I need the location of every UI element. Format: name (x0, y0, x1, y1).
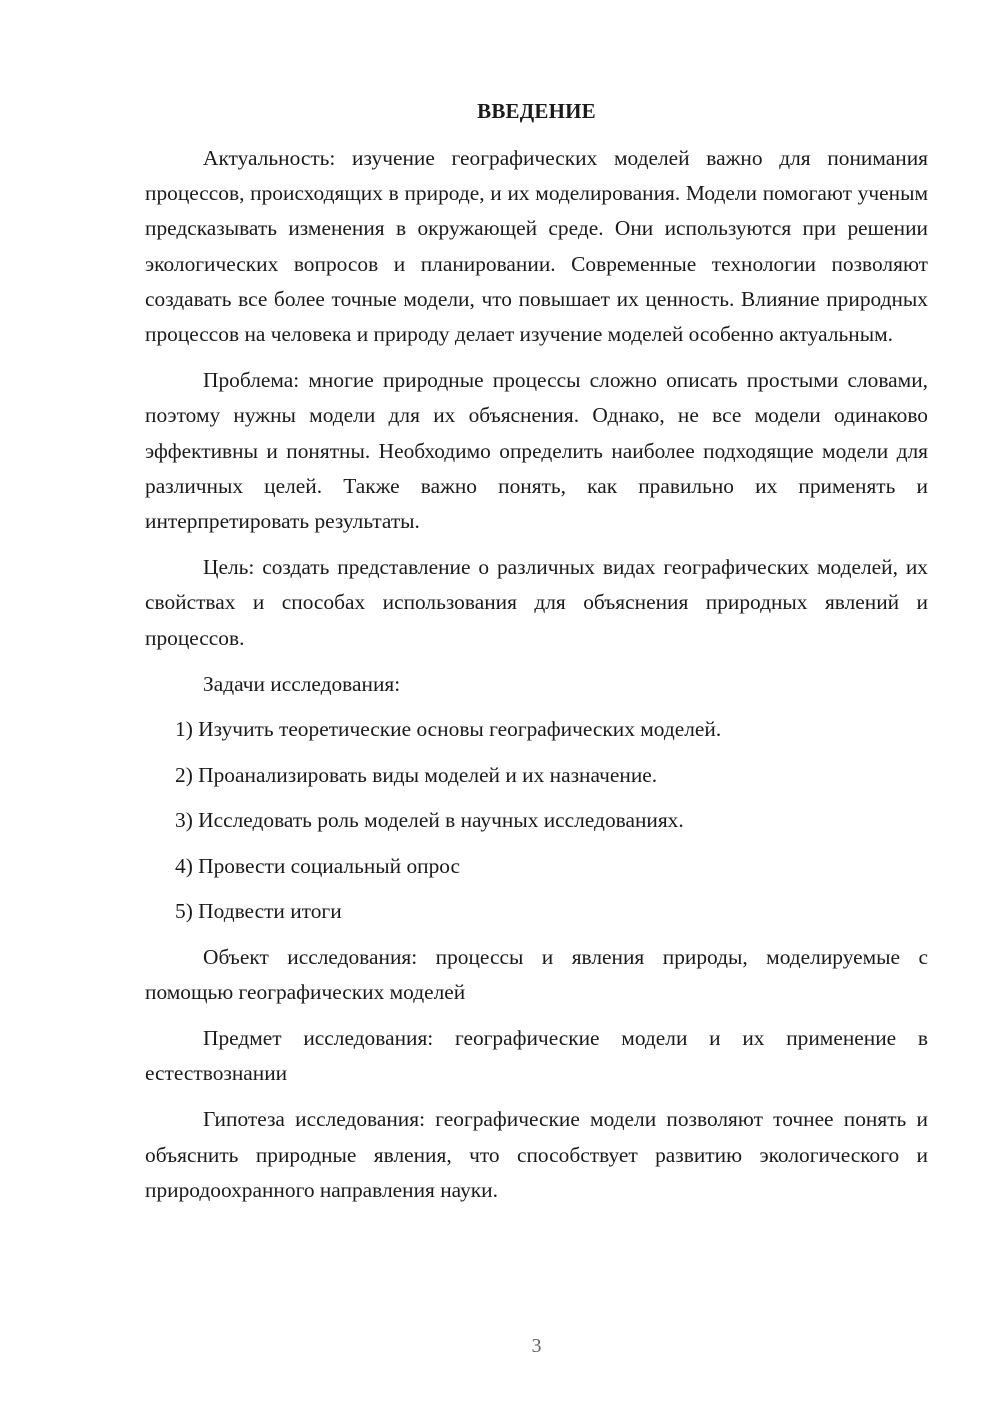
tasks-heading: Задачи исследования: (203, 671, 401, 696)
goal-paragraph: Цель: создать представление о различных видах географических моделей, их свойствах и способах использования для объяснения природных явлений и процессов. (145, 555, 928, 650)
object-paragraph: Объект исследования: процессы и явления природы, моделируемые с помощью географических моделей (145, 944, 928, 1004)
subject-paragraph: Предмет исследования: географические модели и их применение в естествознании (145, 1026, 928, 1086)
task-item: 2) Проанализировать виды моделей и их назначение. (175, 762, 658, 787)
section-title: ВВЕДЕНИЕ (477, 99, 596, 123)
task-item: 1) Изучить теоретические основы географических моделей. (175, 717, 722, 742)
tasks-list (145, 712, 928, 930)
task-item: 5) Подвести итоги (175, 899, 342, 924)
hypothesis-paragraph: Гипотеза исследования: географические модели позволяют точнее понять и объяснить природные явления, что способствует развитию экологического и природоохранного направления науки. (145, 1107, 928, 1202)
document-page (145, 0, 928, 1414)
task-item: 3) Исследовать роль моделей в научных исследованиях. (175, 808, 684, 833)
problem-paragraph: Проблема: многие природные процессы сложно описать простыми словами, поэтому нужны модели для их объяснения. Однако, не все модели одинаково эффективны и понятны. Необходимо определить наиболее подходящие модели для различных целей. Также важно понять, как правильно их применять и интерпретировать результаты. (145, 368, 928, 534)
document-body (145, 141, 928, 1219)
page-number: 3 (531, 1335, 542, 1357)
relevance-paragraph: Актуальность: изучение географических моделей важно для понимания процессов, происходящих в природе, и их моделирования. Модели помогают ученым предсказывать изменения в окружающей среде. Они используются при решении экологических вопросов и планировании. Современные технологии позволяют создавать все более точные модели, что повышает их ценность. Влияние природных процессов на человека и природу делает изучение моделей особенно актуальным. (145, 146, 928, 347)
task-item: 4) Провести социальный опрос (175, 853, 461, 878)
